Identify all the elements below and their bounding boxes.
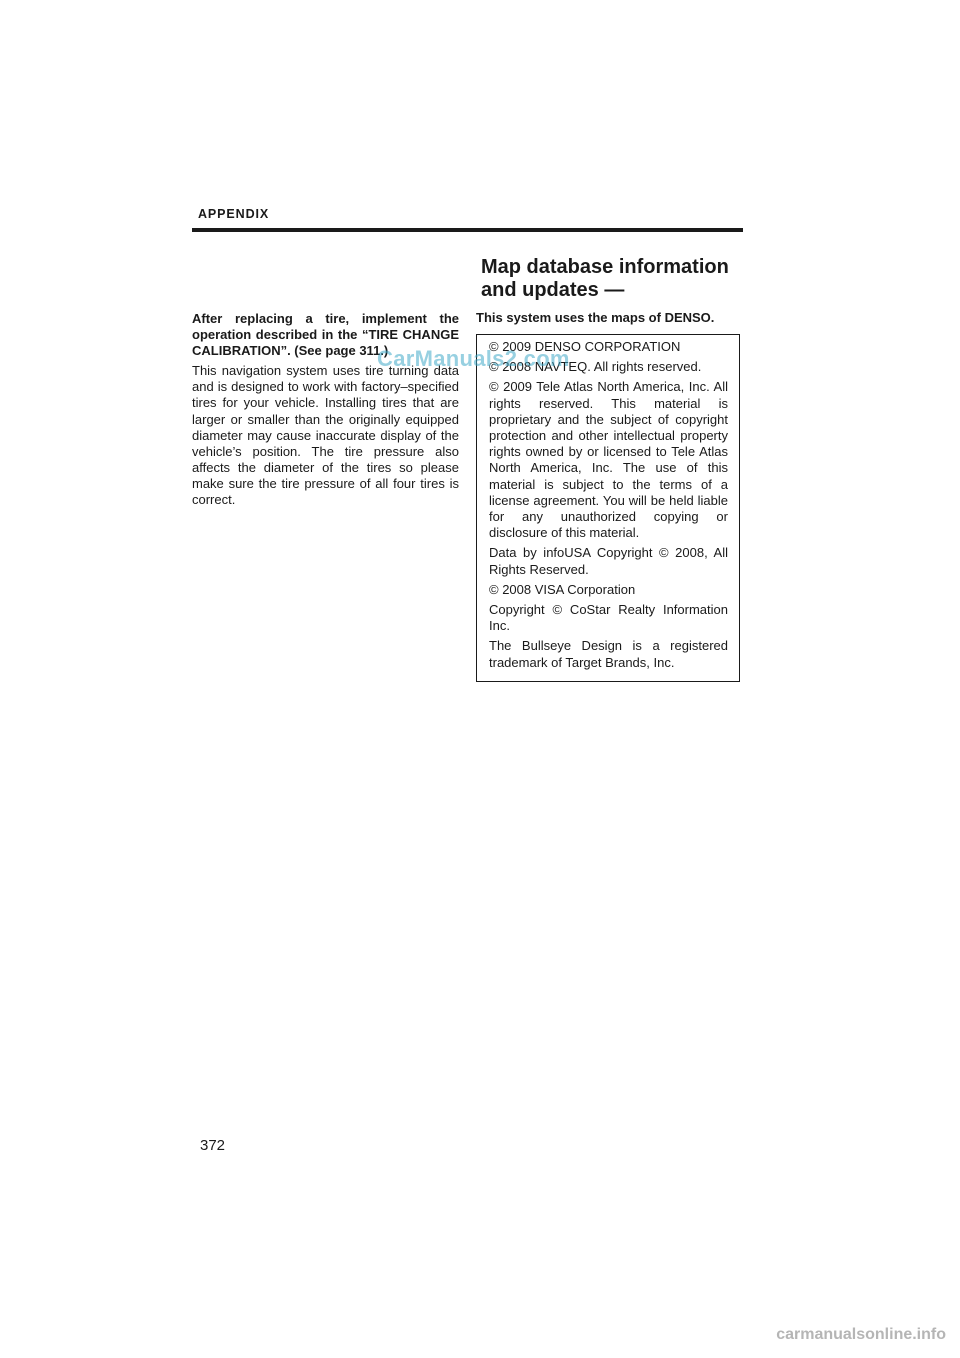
copyright-tele-atlas: © 2009 Tele Atlas North America, Inc. All rights reserved. This material is proprietary and the subject of copyright protection and other intellectual property rights owned by or licensed to Tele Atlas North America, Inc. The use of this material is subject to the terms of a license agreement. You will be held liable for any unauthorized copying or disclosure of this material. bbox=[489, 379, 728, 541]
watermark-logo: CarManuals2.com bbox=[377, 346, 570, 371]
copyright-costar: Copyright © CoStar Realty Information Inc. bbox=[489, 602, 728, 634]
section-subtitle: This system uses the maps of DENSO. bbox=[476, 310, 715, 325]
trademark-target: The Bullseye Design is a registered trademark of Target Brands, Inc. bbox=[489, 638, 728, 670]
copyright-visa: © 2008 VISA Corporation bbox=[489, 581, 636, 597]
copyright-denso: © 2009 DENSO CORPORATION bbox=[489, 339, 681, 354]
tire-calibration-note: After replacing a tire, implement the operation described in the “TIRE CHANGE CALIBRATION”. (See page 311.) bbox=[192, 311, 459, 359]
copyright-notice-box bbox=[476, 334, 740, 682]
left-column bbox=[192, 311, 459, 512]
tire-data-paragraph: This navigation system uses tire turning data and is designed to work with factory–specified tires for your vehicle. Installing tires that are larger or smaller than the originally equipped diameter may cause inaccurate display of the vehicle’s position. The tire pressure also affects the diameter of the tires so please make sure the tire pressure of all four tires is correct. bbox=[192, 363, 459, 508]
copyright-infousa: Data by infoUSA Copyright © 2008, All Rights Reserved. bbox=[489, 545, 728, 577]
header-rule bbox=[192, 228, 743, 232]
section-header: APPENDIX bbox=[198, 207, 270, 221]
footer-site-watermark: carmanualsonline.info bbox=[776, 1326, 946, 1343]
section-title: Map database information and updates — bbox=[481, 256, 729, 301]
copyright-navteq: © 2008 NAVTEQ. All rights reserved. bbox=[489, 359, 702, 375]
page-number: 372 bbox=[200, 1137, 226, 1154]
